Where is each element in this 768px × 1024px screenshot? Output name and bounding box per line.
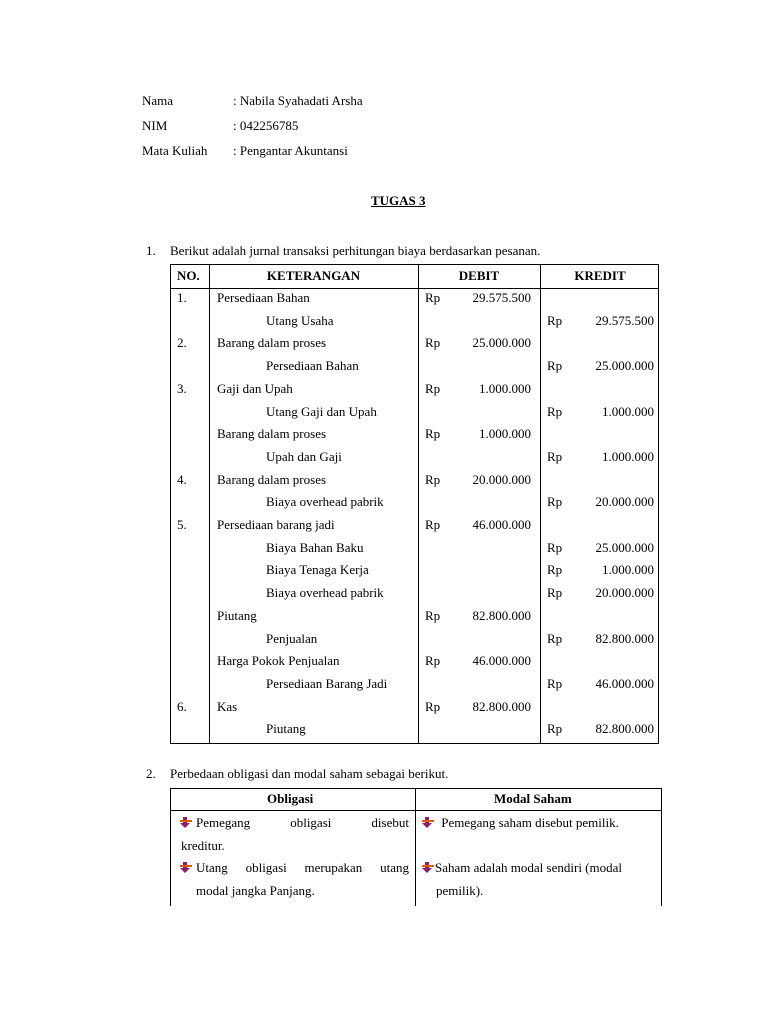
- arrow-bullet-icon: [421, 860, 435, 874]
- journal-cell-desc: Upah dan Gaji: [266, 448, 342, 464]
- journal-cell-debit-amount: 29.575.500: [472, 290, 531, 305]
- journal-cell-kredit-amount: 1.000.000: [602, 403, 654, 419]
- journal-cell-kredit-rp: Rp: [547, 312, 563, 328]
- journal-row: [171, 313, 658, 335]
- journal-row: [171, 335, 658, 357]
- name-value: : Nabila Syahadati Arsha: [233, 93, 363, 108]
- journal-cell-desc: Persediaan Barang Jadi: [266, 675, 388, 691]
- journal-cell-kredit-rp: Rp: [547, 358, 563, 374]
- journal-header-no: NO.: [177, 268, 200, 283]
- journal-cell-kredit-amount: 1.000.000: [602, 448, 654, 464]
- journal-cell-no: 2.: [177, 335, 187, 351]
- journal-cell-debit-amount: 1.000.000: [479, 426, 531, 442]
- journal-cell-desc: Biaya Bahan Baku: [266, 539, 364, 555]
- journal-cell-debit-rp: Rp: [425, 517, 441, 532]
- journal-cell-debit-rp: Rp: [425, 471, 441, 487]
- journal-row: [171, 381, 658, 403]
- journal-cell-desc: Kas: [217, 698, 238, 714]
- modal-saham-item-1-text: Pemegang saham disebut pemilik.: [441, 815, 619, 830]
- journal-row: [171, 585, 658, 607]
- modal-saham-item-2-line2: pemilik).: [436, 883, 484, 898]
- nim-value: : 042256785: [233, 118, 299, 133]
- journal-cell-desc: Barang dalam proses: [217, 471, 327, 487]
- journal-cell-kredit-amount: 20.000.000: [595, 494, 654, 510]
- journal-cell-desc: Persediaan Bahan: [266, 358, 359, 374]
- q2-text: Perbedaan obligasi dan modal saham sebagai berikut.: [170, 766, 449, 781]
- journal-cell-debit-rp: Rp: [425, 698, 441, 714]
- journal-cell-debit-rp: Rp: [425, 290, 441, 305]
- q1-text: Berikut adalah jurnal transaksi perhitungan biaya berdasarkan pesanan.: [170, 243, 541, 258]
- journal-row: [171, 404, 658, 426]
- obligasi-item-1-first: Pemegang: [179, 811, 250, 834]
- modal-saham-item-2-text: Saham adalah modal sendiri (modal: [435, 860, 623, 875]
- journal-cell-kredit-rp: Rp: [547, 539, 563, 555]
- obligasi-item-1-line2: kreditur.: [181, 838, 225, 853]
- compare-header-modal-saham: Modal Saham: [494, 791, 572, 806]
- journal-table: [170, 264, 659, 744]
- journal-cell-kredit-rp: Rp: [547, 585, 563, 601]
- journal-cell-desc: Persediaan Bahan: [217, 290, 310, 305]
- journal-cell-kredit-rp: Rp: [547, 562, 563, 578]
- journal-cell-debit-rp: Rp: [425, 380, 441, 396]
- compare-header-obligasi: Obligasi: [267, 791, 314, 806]
- journal-row: [171, 540, 658, 562]
- journal-cell-kredit-rp: Rp: [547, 675, 563, 691]
- journal-cell-desc: Penjualan: [266, 630, 318, 646]
- arrow-bullet-icon: [421, 815, 435, 829]
- journal-cell-kredit-amount: 46.000.000: [595, 675, 654, 691]
- journal-cell-kredit-rp: Rp: [547, 403, 563, 419]
- journal-cell-desc: Biaya overhead pabrik: [266, 494, 384, 510]
- journal-cell-desc: Barang dalam proses: [217, 335, 327, 351]
- journal-cell-no: 6.: [177, 698, 187, 714]
- journal-cell-desc: Barang dalam proses: [217, 426, 327, 442]
- nim-label: NIM: [142, 118, 168, 133]
- journal-row: [171, 494, 658, 516]
- journal-header-kredit: KREDIT: [574, 268, 626, 283]
- journal-cell-debit-rp: Rp: [425, 426, 441, 442]
- journal-header-desc: KETERANGAN: [266, 268, 361, 283]
- journal-row: [171, 653, 658, 675]
- q2-number: 2.: [146, 766, 156, 781]
- obligasi-item-1: Pemegang obligasi disebut kreditur.: [179, 811, 409, 857]
- journal-cell-debit-amount: 82.800.000: [472, 698, 531, 714]
- journal-cell-debit-amount: 1.000.000: [479, 380, 531, 396]
- journal-cell-kredit-amount: 25.000.000: [595, 539, 654, 555]
- journal-cell-kredit-amount: 1.000.000: [602, 562, 654, 578]
- journal-cell-debit-amount: 46.000.000: [472, 653, 531, 669]
- journal-cell-kredit-rp: Rp: [547, 630, 563, 646]
- journal-cell-debit-amount: 25.000.000: [472, 335, 531, 351]
- journal-row: [171, 721, 658, 743]
- journal-row: [171, 562, 658, 584]
- obligasi-item-2-line2: modal jangka Panjang.: [196, 883, 315, 898]
- journal-row: [171, 426, 658, 448]
- arrow-bullet-icon: [179, 860, 193, 874]
- journal-cell-no: 3.: [177, 380, 187, 396]
- journal-cell-kredit-amount: 25.000.000: [595, 358, 654, 374]
- journal-cell-no: 1.: [177, 290, 187, 305]
- journal-row: [171, 699, 658, 721]
- journal-cell-kredit-amount: 29.575.500: [595, 312, 654, 328]
- journal-cell-kredit-rp: Rp: [547, 448, 563, 464]
- page-title: TUGAS 3: [371, 193, 426, 208]
- journal-cell-desc: Gaji dan Upah: [217, 380, 293, 396]
- modal-saham-item-2: [421, 856, 659, 902]
- journal-cell-desc: Utang Usaha: [266, 312, 334, 328]
- journal-cell-desc: Biaya overhead pabrik: [266, 585, 384, 601]
- course-label: Mata Kuliah: [142, 143, 208, 158]
- obligasi-item-2-first: Utang: [179, 856, 228, 879]
- journal-cell-desc: Utang Gaji dan Upah: [266, 403, 377, 419]
- journal-cell-debit-rp: Rp: [425, 335, 441, 351]
- journal-cell-desc: Biaya Tenaga Kerja: [266, 562, 369, 578]
- journal-cell-kredit-rp: Rp: [547, 494, 563, 510]
- journal-cell-debit-rp: Rp: [425, 653, 441, 669]
- journal-row: [171, 517, 658, 539]
- journal-cell-no: 5.: [177, 517, 187, 532]
- arrow-bullet-icon: [179, 815, 193, 829]
- journal-cell-debit-amount: 82.800.000: [472, 607, 531, 623]
- journal-cell-desc: Piutang: [266, 721, 306, 737]
- journal-cell-kredit-amount: 82.800.000: [595, 630, 654, 646]
- journal-cell-debit-amount: 46.000.000: [472, 517, 531, 532]
- journal-cell-desc: Piutang: [217, 607, 257, 623]
- name-label: Nama: [142, 93, 174, 108]
- journal-row: [171, 676, 658, 698]
- journal-row: [171, 608, 658, 630]
- journal-cell-debit-amount: 20.000.000: [472, 471, 531, 487]
- compare-table: [170, 788, 662, 906]
- journal-row: [171, 290, 658, 312]
- modal-saham-item-1: [421, 811, 659, 834]
- journal-cell-debit-rp: Rp: [425, 607, 441, 623]
- journal-row: [171, 358, 658, 380]
- journal-row: [171, 631, 658, 653]
- journal-cell-kredit-amount: 20.000.000: [595, 585, 654, 601]
- journal-cell-kredit-amount: 82.800.000: [595, 721, 654, 737]
- obligasi-item-2: Utang obligasi merupakan utang modal jangka Panjang.: [179, 856, 409, 902]
- journal-row: [171, 472, 658, 494]
- journal-cell-no: 4.: [177, 471, 187, 487]
- journal-cell-desc: Persediaan barang jadi: [217, 517, 335, 532]
- journal-cell-kredit-rp: Rp: [547, 721, 563, 737]
- course-value: : Pengantar Akuntansi: [233, 143, 348, 158]
- journal-row: [171, 449, 658, 471]
- journal-cell-desc: Harga Pokok Penjualan: [217, 653, 340, 669]
- journal-header-debit: DEBIT: [458, 268, 500, 283]
- q1-number: 1.: [146, 243, 156, 258]
